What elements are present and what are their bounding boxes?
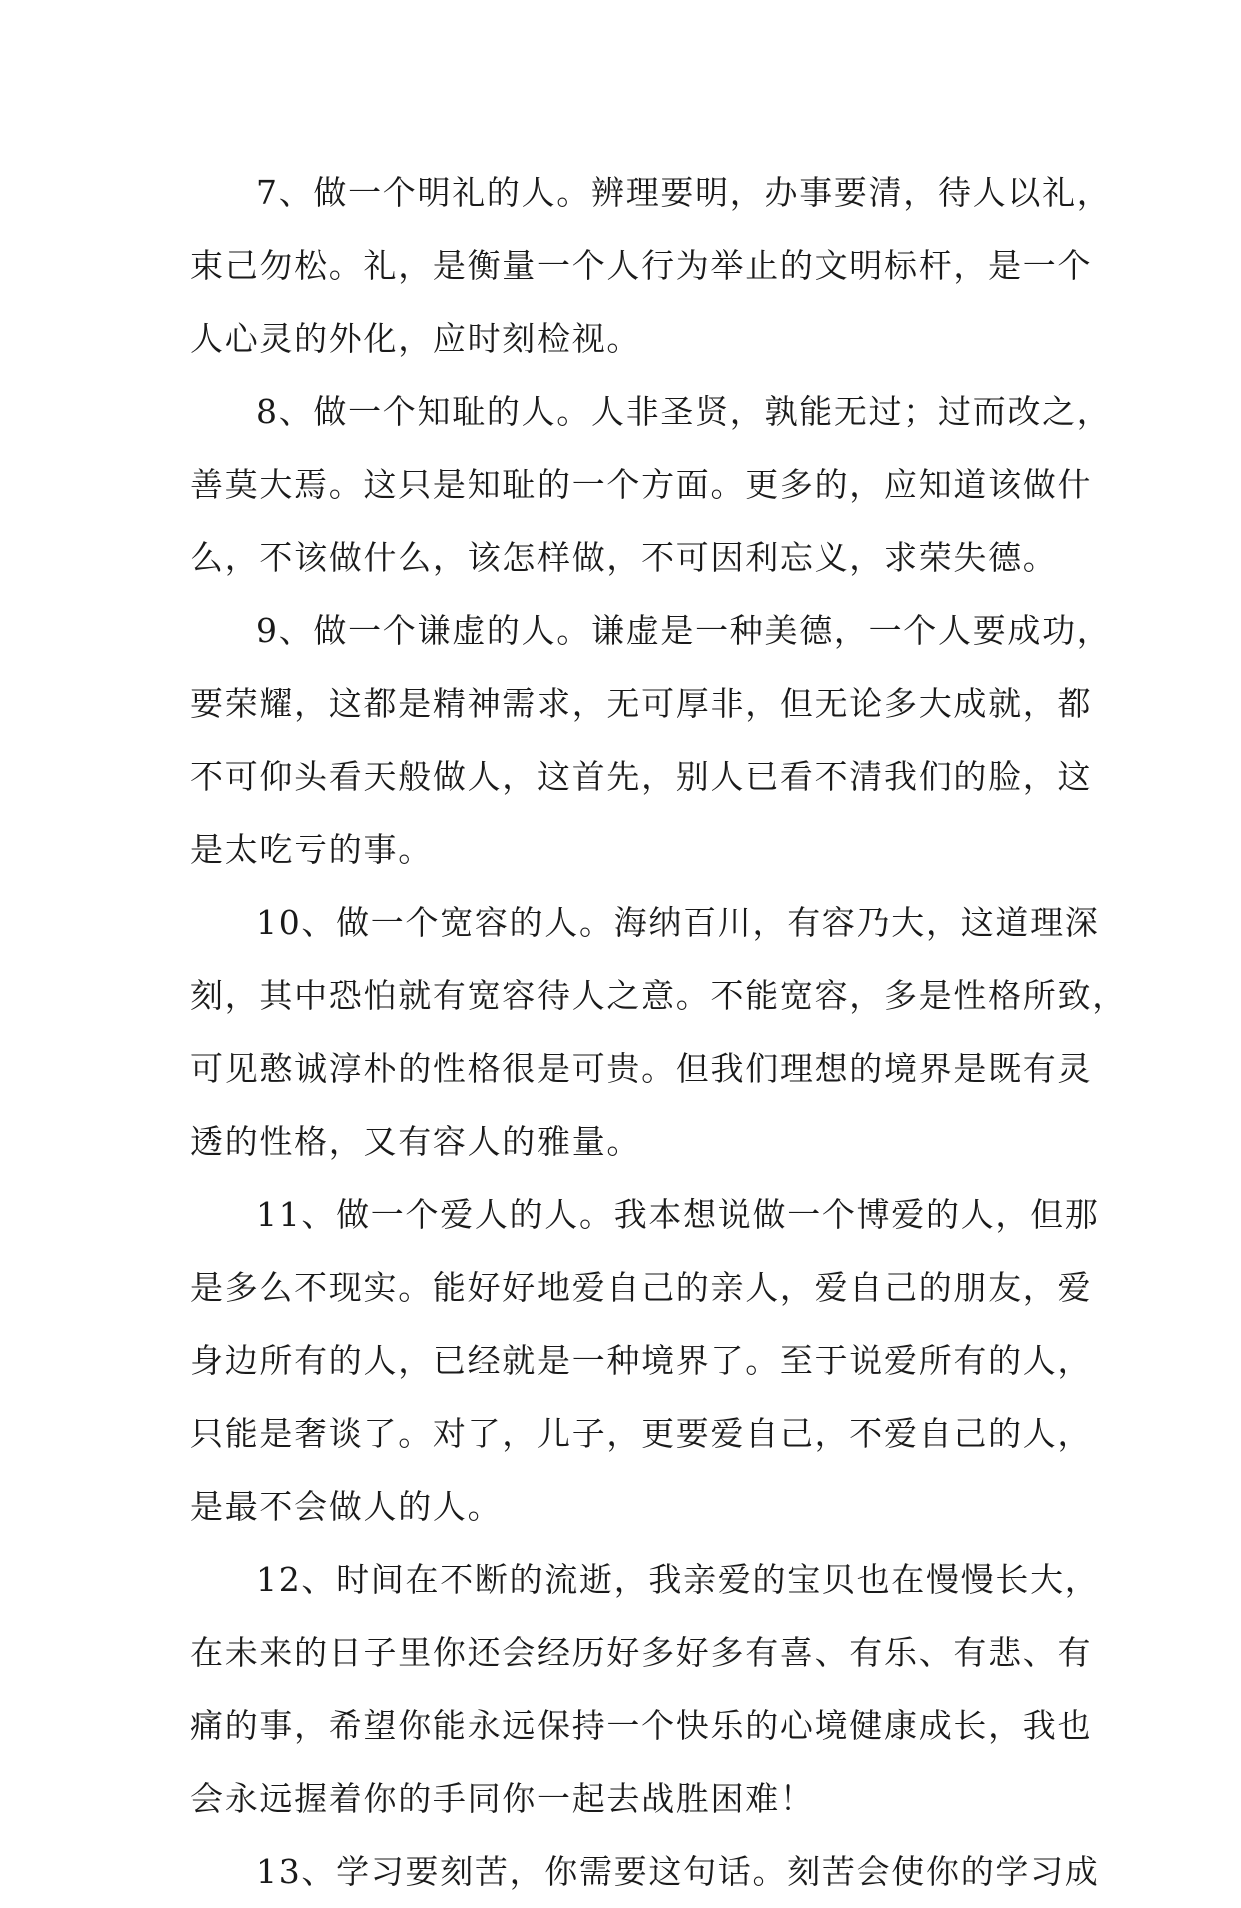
paragraph-9-line-2: 要荣耀，这都是精神需求，无可厚非，但无论多大成就，都: [190, 684, 1093, 723]
paragraph-11-line-3: 身边所有的人，已经就是一种境界了。至于说爱所有的人，: [190, 1341, 1093, 1380]
paragraph-11-line-5: 是最不会做人的人。: [190, 1487, 503, 1526]
paragraph-8-line-1: 8、做一个知耻的人。人非圣贤，孰能无过；过而改之，: [256, 392, 1112, 431]
paragraph-8-line-3: 么，不该做什么，该怎样做，不可因利忘义，求荣失德。: [190, 538, 1058, 577]
paragraph-12-line-2: 在未来的日子里你还会经历好多好多有喜、有乐、有悲、有: [190, 1633, 1093, 1672]
paragraph-7-line-1: 7、做一个明礼的人。辨理要明，办事要清，待人以礼，: [256, 173, 1112, 212]
paragraph-10-line-3: 可见憨诚淳朴的性格很是可贵。但我们理想的境界是既有灵: [190, 1049, 1093, 1088]
paragraph-13-line-1: 13、学习要刻苦，你需要这句话。刻苦会使你的学习成: [256, 1852, 1100, 1891]
paragraph-10-line-4: 透的性格，又有容人的雅量。: [190, 1122, 642, 1161]
paragraph-10-line-1: 10、做一个宽容的人。海纳百川，有容乃大，这道理深: [256, 903, 1100, 942]
paragraph-9-line-3: 不可仰头看天般做人，这首先，别人已看不清我们的脸，这: [190, 757, 1093, 796]
paragraph-11-line-4: 只能是奢谈了。对了，儿子，更要爱自己，不爱自己的人，: [190, 1414, 1093, 1453]
paragraph-7-line-2: 束己勿松。礼，是衡量一个人行为举止的文明标杆，是一个: [190, 246, 1093, 285]
document-body: [190, 156, 1127, 1908]
paragraph-12-line-1: 12、时间在不断的流逝，我亲爱的宝贝也在慢慢长大，: [256, 1560, 1100, 1599]
paragraph-12-line-3: 痛的事，希望你能永远保持一个快乐的心境健康成长，我也: [190, 1706, 1093, 1745]
paragraph-11-line-2: 是多么不现实。能好好地爱自己的亲人，爱自己的朋友，爱: [190, 1268, 1093, 1307]
paragraph-7-line-3: 人心灵的外化，应时刻检视。: [190, 319, 642, 358]
paragraph-9-line-1: 9、做一个谦虚的人。谦虚是一种美德，一个人要成功，: [256, 611, 1112, 650]
paragraph-8-line-2: 善莫大焉。这只是知耻的一个方面。更多的，应知道该做什: [190, 465, 1093, 504]
paragraph-9-line-4: 是太吃亏的事。: [190, 830, 433, 869]
paragraph-10-line-2: 刻，其中恐怕就有宽容待人之意。不能宽容，多是性格所致，: [190, 976, 1127, 1015]
paragraph-11-line-1: 11、做一个爱人的人。我本想说做一个博爱的人，但那: [256, 1195, 1100, 1234]
paragraph-12-line-4: 会永远握着你的手同你一起去战胜困难！: [190, 1779, 815, 1818]
